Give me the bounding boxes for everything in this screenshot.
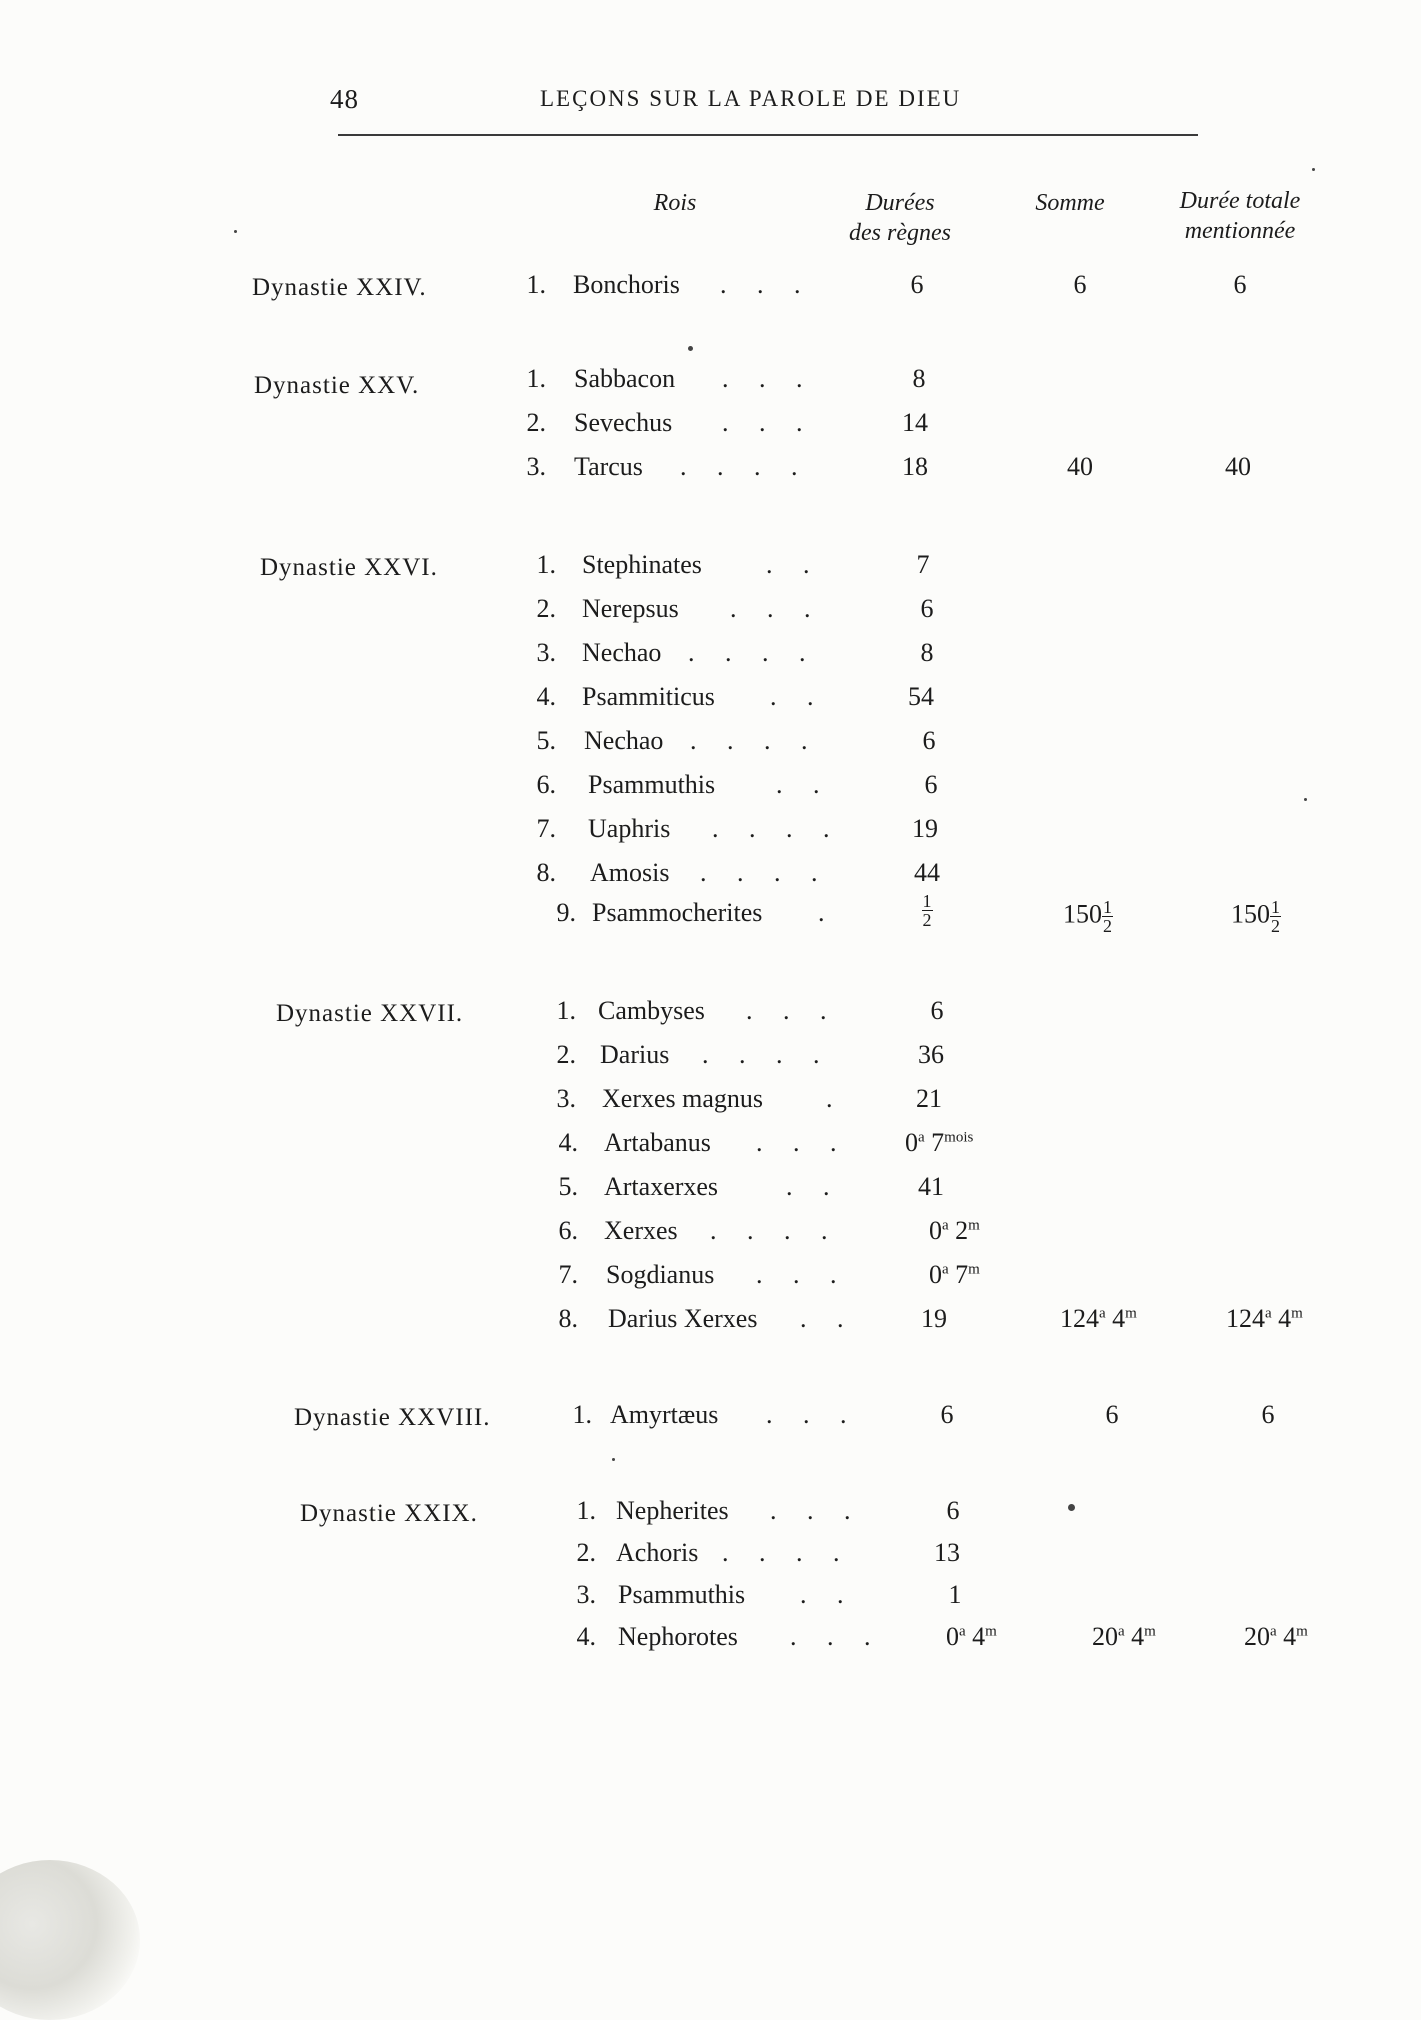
- column-head-duree-totale-line2: mentionnée: [1184, 218, 1296, 244]
- king-number: 3.: [536, 638, 556, 667]
- king-row: [0, 364, 1421, 408]
- months-abbrev: m: [1296, 1623, 1308, 1640]
- sum-value: [1018, 898, 1158, 935]
- king-row: [0, 1496, 1421, 1540]
- fraction-denominator: 2: [1103, 916, 1112, 936]
- dot-leader: . . . .: [712, 814, 842, 843]
- king-name: Psammuthis: [588, 770, 716, 799]
- duration-months: 4: [972, 1622, 986, 1651]
- sum-years: 20: [1092, 1622, 1118, 1651]
- king-name: Xerxes magnus: [602, 1084, 764, 1113]
- column-head-durees-line1: Durées: [865, 190, 935, 216]
- reign-duration: [857, 892, 997, 929]
- king-row: [0, 1172, 1421, 1216]
- king-name: Achoris: [616, 1538, 699, 1567]
- reign-duration: [946, 1622, 997, 1652]
- king-number: 6.: [536, 770, 556, 799]
- king-name: Sevechus: [574, 408, 673, 437]
- king-row: [0, 996, 1421, 1040]
- dot-leader: . .: [776, 770, 832, 799]
- reign-duration: 6: [930, 996, 944, 1025]
- king-name: Psammuthis: [618, 1580, 746, 1609]
- reign-duration: 13: [934, 1538, 960, 1567]
- scan-speck: [1304, 798, 1307, 801]
- sum-months: 4: [1112, 1304, 1126, 1333]
- king-row: [0, 1580, 1421, 1624]
- king-name: Tarcus: [574, 452, 643, 481]
- king-row: [0, 726, 1421, 770]
- sum-value: [1092, 1622, 1156, 1652]
- king-number: 2.: [556, 1040, 576, 1069]
- scan-speck: [234, 230, 237, 233]
- king-name: Psammocherites: [592, 898, 763, 927]
- king-number: 1.: [526, 270, 546, 299]
- months-abbrev: m: [985, 1623, 997, 1640]
- king-row: [0, 1260, 1421, 1304]
- reign-duration: 7: [916, 550, 930, 579]
- months-abbrev: m: [1125, 1305, 1137, 1322]
- dot-leader: . . . .: [702, 1040, 832, 1069]
- king-row: [0, 270, 1421, 314]
- dynasty-label: Dynastie XXIV.: [252, 274, 427, 301]
- king-name: Nephorotes: [618, 1622, 738, 1651]
- reign-duration: [929, 1216, 980, 1246]
- king-name: Nechao: [584, 726, 664, 755]
- dynasty-label: Dynastie XXVIII.: [294, 1404, 491, 1431]
- fraction-numerator: 1: [922, 891, 932, 911]
- king-row: [0, 891, 1421, 942]
- years-abbrev: a: [1265, 1305, 1272, 1322]
- paper-stain: [0, 1860, 140, 2020]
- months-abbrev: m: [968, 1261, 980, 1278]
- dot-leader: . . . .: [690, 726, 820, 755]
- years-abbrev: a: [918, 1129, 925, 1146]
- king-number: 5.: [558, 1172, 578, 1201]
- dot-leader: . . .: [730, 594, 823, 623]
- king-row: [0, 682, 1421, 726]
- king-row: [0, 1400, 1421, 1444]
- king-number: 1.: [576, 1496, 596, 1525]
- dot-leader: .: [826, 1084, 845, 1113]
- king-name: Uaphris: [588, 814, 671, 843]
- king-name: Bonchoris: [573, 270, 680, 299]
- dot-leader: .: [818, 898, 837, 927]
- total-whole: 150: [1231, 899, 1270, 929]
- total-years: 20: [1244, 1622, 1270, 1651]
- king-number: 2.: [526, 408, 546, 437]
- total-months: 4: [1283, 1622, 1297, 1651]
- total-value: [1186, 898, 1326, 935]
- dot-leader: . .: [800, 1580, 856, 1609]
- king-number: 1.: [526, 364, 546, 393]
- king-number: 2.: [536, 594, 556, 623]
- years-abbrev: a: [942, 1217, 949, 1234]
- years-abbrev: a: [1099, 1305, 1106, 1322]
- reign-duration: 1: [948, 1580, 962, 1609]
- king-row: [0, 408, 1421, 452]
- king-number: 4.: [576, 1622, 596, 1651]
- reign-duration: 6: [920, 594, 934, 623]
- scan-speck: [1068, 1504, 1075, 1511]
- dot-leader: . .: [786, 1172, 842, 1201]
- duration-years: 0: [946, 1622, 959, 1651]
- reign-duration: 21: [916, 1084, 942, 1113]
- king-name: Cambyses: [598, 996, 705, 1025]
- king-number: 2.: [576, 1538, 596, 1567]
- column-head-rois-text: Rois: [653, 190, 697, 216]
- dynasty-label: Dynastie XXIX.: [300, 1500, 478, 1527]
- king-row: [0, 858, 1421, 902]
- dot-leader: . . .: [722, 364, 815, 393]
- king-row: [0, 638, 1421, 682]
- reign-duration: 6: [946, 1496, 960, 1525]
- king-row: [0, 814, 1421, 858]
- king-name: Sabbacon: [574, 364, 676, 393]
- dot-leader: . . .: [746, 996, 839, 1025]
- reign-duration: 54: [908, 682, 934, 711]
- king-row: [0, 550, 1421, 594]
- sum-value: 6: [1073, 270, 1087, 299]
- sum-months: 4: [1131, 1622, 1145, 1651]
- king-name: Sogdianus: [606, 1260, 715, 1289]
- reign-duration: 36: [918, 1040, 944, 1069]
- years-abbrev: a: [1270, 1623, 1277, 1640]
- reign-duration: 6: [910, 270, 924, 299]
- total-value: [1244, 1622, 1308, 1652]
- sum-whole: 150: [1063, 899, 1102, 929]
- king-number: 3.: [526, 452, 546, 481]
- header-rule: [338, 134, 1198, 136]
- king-number: 3.: [576, 1580, 596, 1609]
- king-number: 6.: [558, 1216, 578, 1245]
- column-head-somme: [1010, 188, 1130, 218]
- fraction-numerator: 1: [1103, 897, 1112, 917]
- dot-leader: . . .: [770, 1496, 863, 1525]
- reign-duration: 6: [940, 1400, 954, 1429]
- king-row: [0, 1084, 1421, 1128]
- king-name: Artabanus: [604, 1128, 711, 1157]
- king-number: 7.: [536, 814, 556, 843]
- reign-duration: 19: [921, 1304, 947, 1333]
- reign-duration: 8: [920, 638, 934, 667]
- reign-duration: 41: [918, 1172, 944, 1201]
- total-years: 124: [1226, 1304, 1265, 1333]
- fraction: [1102, 898, 1113, 935]
- king-name: Amyrtæus: [610, 1400, 719, 1429]
- king-name: Nechao: [582, 638, 662, 667]
- duration-months: 7: [931, 1128, 945, 1157]
- king-number: 5.: [536, 726, 556, 755]
- sum-value: 40: [1067, 452, 1093, 481]
- king-number: 7.: [558, 1260, 578, 1289]
- king-row: [0, 1128, 1421, 1172]
- scan-speck: [612, 1458, 615, 1461]
- sum-value: 6: [1105, 1400, 1119, 1429]
- years-abbrev: a: [942, 1261, 949, 1278]
- dynasty-label: Dynastie XXV.: [254, 372, 420, 399]
- dynasty-label: Dynastie XXVI.: [260, 554, 438, 581]
- king-number: 3.: [556, 1084, 576, 1113]
- king-row: [0, 1538, 1421, 1582]
- king-name: Darius Xerxes: [608, 1304, 758, 1333]
- king-number: 8.: [558, 1304, 578, 1333]
- reign-duration: 8: [912, 364, 926, 393]
- king-row: [0, 1040, 1421, 1084]
- months-abbrev: mois: [944, 1129, 974, 1146]
- king-number: 9.: [556, 898, 576, 927]
- page-number: 48: [330, 84, 359, 114]
- column-head-duree-totale-line1: Durée totale: [1179, 188, 1301, 214]
- king-number: 1.: [536, 550, 556, 579]
- duration-years: 0: [905, 1128, 918, 1157]
- sum-years: 124: [1060, 1304, 1099, 1333]
- column-head-rois: [620, 188, 730, 218]
- duration-months: 7: [955, 1260, 969, 1289]
- king-row: [0, 1216, 1421, 1260]
- fraction-denominator: 2: [922, 910, 932, 930]
- total-value: 40: [1225, 452, 1251, 481]
- reign-duration: 44: [914, 858, 940, 887]
- king-name: Darius: [600, 1040, 670, 1069]
- king-row: [0, 452, 1421, 496]
- duration-years: 0: [929, 1260, 942, 1289]
- duration-years: 0: [929, 1216, 942, 1245]
- scan-speck: [1312, 168, 1315, 171]
- duration-months: 2: [955, 1216, 969, 1245]
- king-number: 8.: [536, 858, 556, 887]
- years-abbrev: a: [959, 1623, 966, 1640]
- running-title: LEÇONS SUR LA PAROLE DE DIEU: [540, 86, 962, 111]
- months-abbrev: m: [968, 1217, 980, 1234]
- dot-leader: . . . .: [700, 858, 830, 887]
- dot-leader: . . . .: [722, 1538, 852, 1567]
- reign-duration: 19: [912, 814, 938, 843]
- sum-value: [1060, 1304, 1137, 1334]
- dot-leader: . . . .: [688, 638, 818, 667]
- total-value: 6: [1233, 270, 1247, 299]
- king-row: [0, 1304, 1421, 1348]
- dot-leader: . . . .: [680, 452, 810, 481]
- king-row: [0, 1622, 1421, 1666]
- king-name: Amosis: [590, 858, 670, 887]
- dot-leader: . .: [800, 1304, 856, 1333]
- dot-leader: . . . .: [710, 1216, 840, 1245]
- king-row: [0, 594, 1421, 638]
- years-abbrev: a: [1118, 1623, 1125, 1640]
- months-abbrev: m: [1144, 1623, 1156, 1640]
- king-row: [0, 770, 1421, 814]
- dot-leader: . . .: [756, 1260, 849, 1289]
- king-number: 4.: [536, 682, 556, 711]
- total-value: 6: [1261, 1400, 1275, 1429]
- reign-duration: 18: [902, 452, 928, 481]
- reign-duration: [929, 1260, 980, 1290]
- dot-leader: . . .: [766, 1400, 859, 1429]
- fraction: [922, 892, 933, 929]
- fraction-numerator: 1: [1271, 897, 1280, 917]
- dot-leader: . . .: [720, 270, 813, 299]
- dot-leader: . .: [766, 550, 822, 579]
- column-head-durees-line2: des règnes: [849, 220, 951, 246]
- column-head-somme-text: Somme: [1035, 190, 1105, 216]
- fraction: [1270, 898, 1281, 935]
- dynasty-label: Dynastie XXVII.: [276, 1000, 464, 1027]
- reign-duration: 14: [902, 408, 928, 437]
- king-name: Nepherites: [616, 1496, 729, 1525]
- column-head-duree-totale: [1140, 186, 1340, 246]
- king-number: 1.: [572, 1400, 592, 1429]
- king-number: 1.: [556, 996, 576, 1025]
- dot-leader: . . .: [756, 1128, 849, 1157]
- scan-speck: [688, 346, 693, 351]
- dot-leader: . . .: [790, 1622, 883, 1651]
- months-abbrev: m: [1291, 1305, 1303, 1322]
- king-name: Xerxes: [604, 1216, 678, 1245]
- dot-leader: . . .: [722, 408, 815, 437]
- total-months: 4: [1278, 1304, 1292, 1333]
- reign-duration: 6: [922, 726, 936, 755]
- column-head-durees: [820, 188, 980, 248]
- fraction-denominator: 2: [1271, 916, 1280, 936]
- king-name: Nerepsus: [582, 594, 679, 623]
- reign-duration: [905, 1128, 973, 1158]
- reign-duration: 6: [924, 770, 938, 799]
- page-header: [330, 84, 1200, 124]
- king-name: Stephinates: [582, 550, 702, 579]
- total-value: [1226, 1304, 1303, 1334]
- king-name: Psammiticus: [582, 682, 715, 711]
- king-number: 4.: [558, 1128, 578, 1157]
- king-name: Artaxerxes: [604, 1172, 719, 1201]
- dot-leader: . .: [770, 682, 826, 711]
